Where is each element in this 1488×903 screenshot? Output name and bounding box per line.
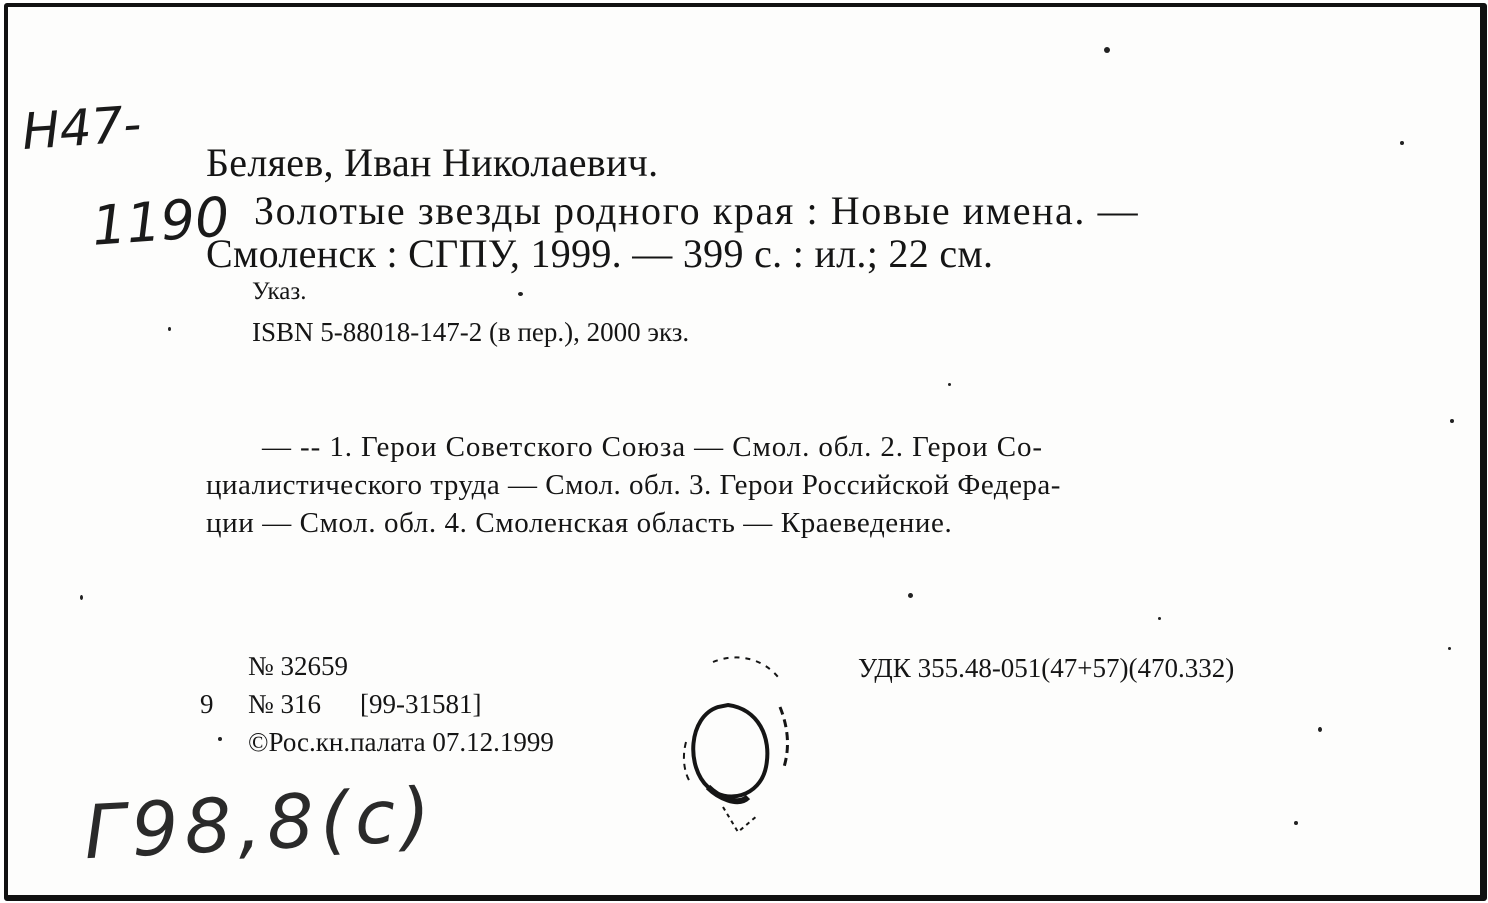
scan-speck <box>1158 617 1161 620</box>
handwritten-shelf-mark-line1: Н47- <box>20 94 144 162</box>
card-number-1: № 32659 <box>248 651 349 681</box>
udk-code: УДК 355.48-051(47+57)(470.332) <box>858 653 1235 683</box>
subject-line-2: циалистического труда — Смол. обл. 3. Герои Российской Федера- <box>206 469 1061 501</box>
subject-line-3: ции — Смол. обл. 4. Смоленская область — Краеведение. <box>206 507 953 539</box>
registration-code: [99-31581] <box>360 689 482 719</box>
scan-speck <box>80 595 83 600</box>
title-line-2: Смоленск : СГПУ, 1999. — 399 с. : ил.; 22 см. <box>206 231 994 276</box>
copyright-line: ©Рос.кн.палата 07.12.1999 <box>248 727 554 757</box>
scan-speck <box>948 383 951 386</box>
scan-speck <box>1104 47 1110 53</box>
scan-speck <box>518 292 523 296</box>
scan-speck <box>1318 727 1322 732</box>
title-line-1: Золотые звезды родного края : Новые имена. — <box>254 188 1140 233</box>
handwritten-classification: Г98,8(c) <box>81 771 439 877</box>
isbn-line: ISBN 5-88018-147-2 (в пер.), 2000 экз. <box>252 317 690 347</box>
card-prefix: 9 <box>200 689 214 719</box>
catalog-card <box>4 3 1487 901</box>
scan-speck <box>908 593 913 598</box>
library-stamp-mark <box>668 647 798 847</box>
scan-speck <box>218 737 222 741</box>
handwritten-shelf-mark-line2: 1190 <box>89 185 232 258</box>
author-heading: Беляев, Иван Николаевич. <box>206 140 659 185</box>
scan-speck <box>1450 419 1454 423</box>
note-text: Указ. <box>252 278 307 305</box>
scan-speck <box>1294 821 1298 825</box>
scan-speck <box>168 327 171 331</box>
scan-speck <box>1448 647 1451 650</box>
subject-line-1: — -- 1. Герои Советского Союза — Смол. обл. 2. Герои Со- <box>262 431 1043 463</box>
scan-speck <box>1400 141 1404 145</box>
card-number-2: № 316 <box>248 689 322 719</box>
